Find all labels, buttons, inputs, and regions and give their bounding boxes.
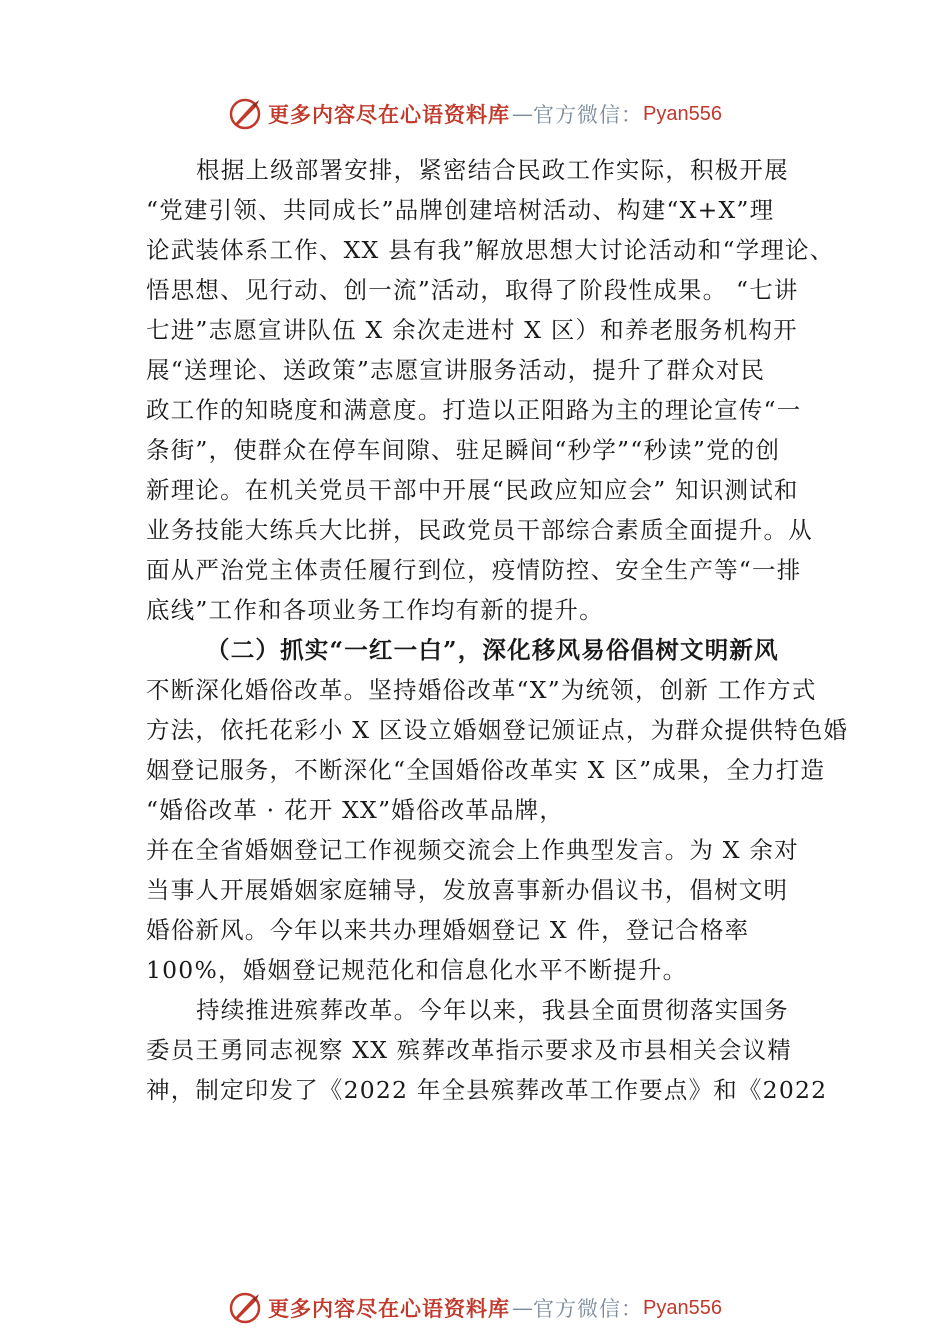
document-body [146,150,849,1110]
text-line: 根据上级部署安排，紧密结合民政工作实际，积极开展 [196,156,789,184]
text-line: 婚俗新风。今年以来共办理婚姻登记 X 件，登记合格率 [146,916,750,944]
text-line: 神，制定印发了《2022 年全县殡葬改革工作要点》和《2022 [146,1076,828,1104]
banner-dash: — [512,1296,532,1320]
text-line: 100%，婚姻登记规范化和信息化水平不断提升。 [146,956,688,984]
text-line: 当事人开展婚姻家庭辅导，发放喜事新办倡议书，倡树文明 [146,876,789,904]
text-line: “党建引领、共同成长”品牌创建培树活动、构建“X+X”理 [146,196,775,224]
text-line: 委员王勇同志视察 XX 殡葬改革指示要求及市县相关会议精 [146,1036,792,1064]
text-line: 条街”，使群众在停车间隙、驻足瞬间“秒学”“秒读”党的创 [146,436,781,464]
text-line: 政工作的知晓度和满意度。打造以正阳路为主的理论宣传“一 [146,396,802,424]
quill-logo-icon [228,1291,262,1325]
text-line: 底线”工作和各项业务工作均有新的提升。 [146,596,604,624]
banner-brand: 更多内容尽在心语资料库 [268,1296,511,1321]
footer-banner [0,1290,950,1326]
text-line: 展“送理论、送政策”志愿宣讲服务活动，提升了群众对民 [146,356,766,384]
banner-dash: — [512,102,532,126]
text-line: 并在全省婚姻登记工作视频交流会上作典型发言。为 X 余对 [146,836,799,864]
text-line: 七进”志愿宣讲队伍 X 余次走进村 X 区）和养老服务机构开 [146,316,798,344]
banner-wechat-id: Pyan556 [643,1296,722,1319]
text-line: 业务技能大练兵大比拼，民政党员干部综合素质全面提升。从 [146,516,813,544]
text-line: 面从严治党主体责任履行到位，疫情防控、安全生产等“一排 [146,556,802,584]
header-banner [0,96,950,132]
quill-logo-icon [228,97,262,131]
text-line: “婚俗改革 · 花开 XX”婚俗改革品牌， [146,796,565,824]
text-line: 论武装体系工作、XX 县有我”解放思想大讨论活动和“学理论、 [146,236,835,264]
banner-official-label: 官方微信： [533,1297,644,1321]
section-heading: （二）抓实“一红一白”，深化移风易俗倡树文明新风 [206,636,779,664]
text-line: 姻登记服务，不断深化“全国婚俗改革实 X 区”成果，全力打造 [146,756,826,784]
text-line: 持续推进殡葬改革。今年以来，我县全面贯彻落实国务 [196,996,789,1024]
text-line: 新理论。在机关党员干部中开展“民政应知应会” 知识测试和 [146,476,799,504]
banner-brand: 更多内容尽在心语资料库 [268,102,511,127]
banner-wechat-id: Pyan556 [643,102,722,125]
text-line: 方法，依托花彩小 X 区设立婚姻登记颁证点，为群众提供特色婚 [146,716,849,744]
banner-official-label: 官方微信： [533,103,644,127]
text-line: 不断深化婚俗改革。坚持婚俗改革“X”为统领，创新 工作方式 [146,676,817,704]
text-line: 悟思想、见行动、创一流”活动，取得了阶段性成果。 “七讲 [146,276,799,304]
